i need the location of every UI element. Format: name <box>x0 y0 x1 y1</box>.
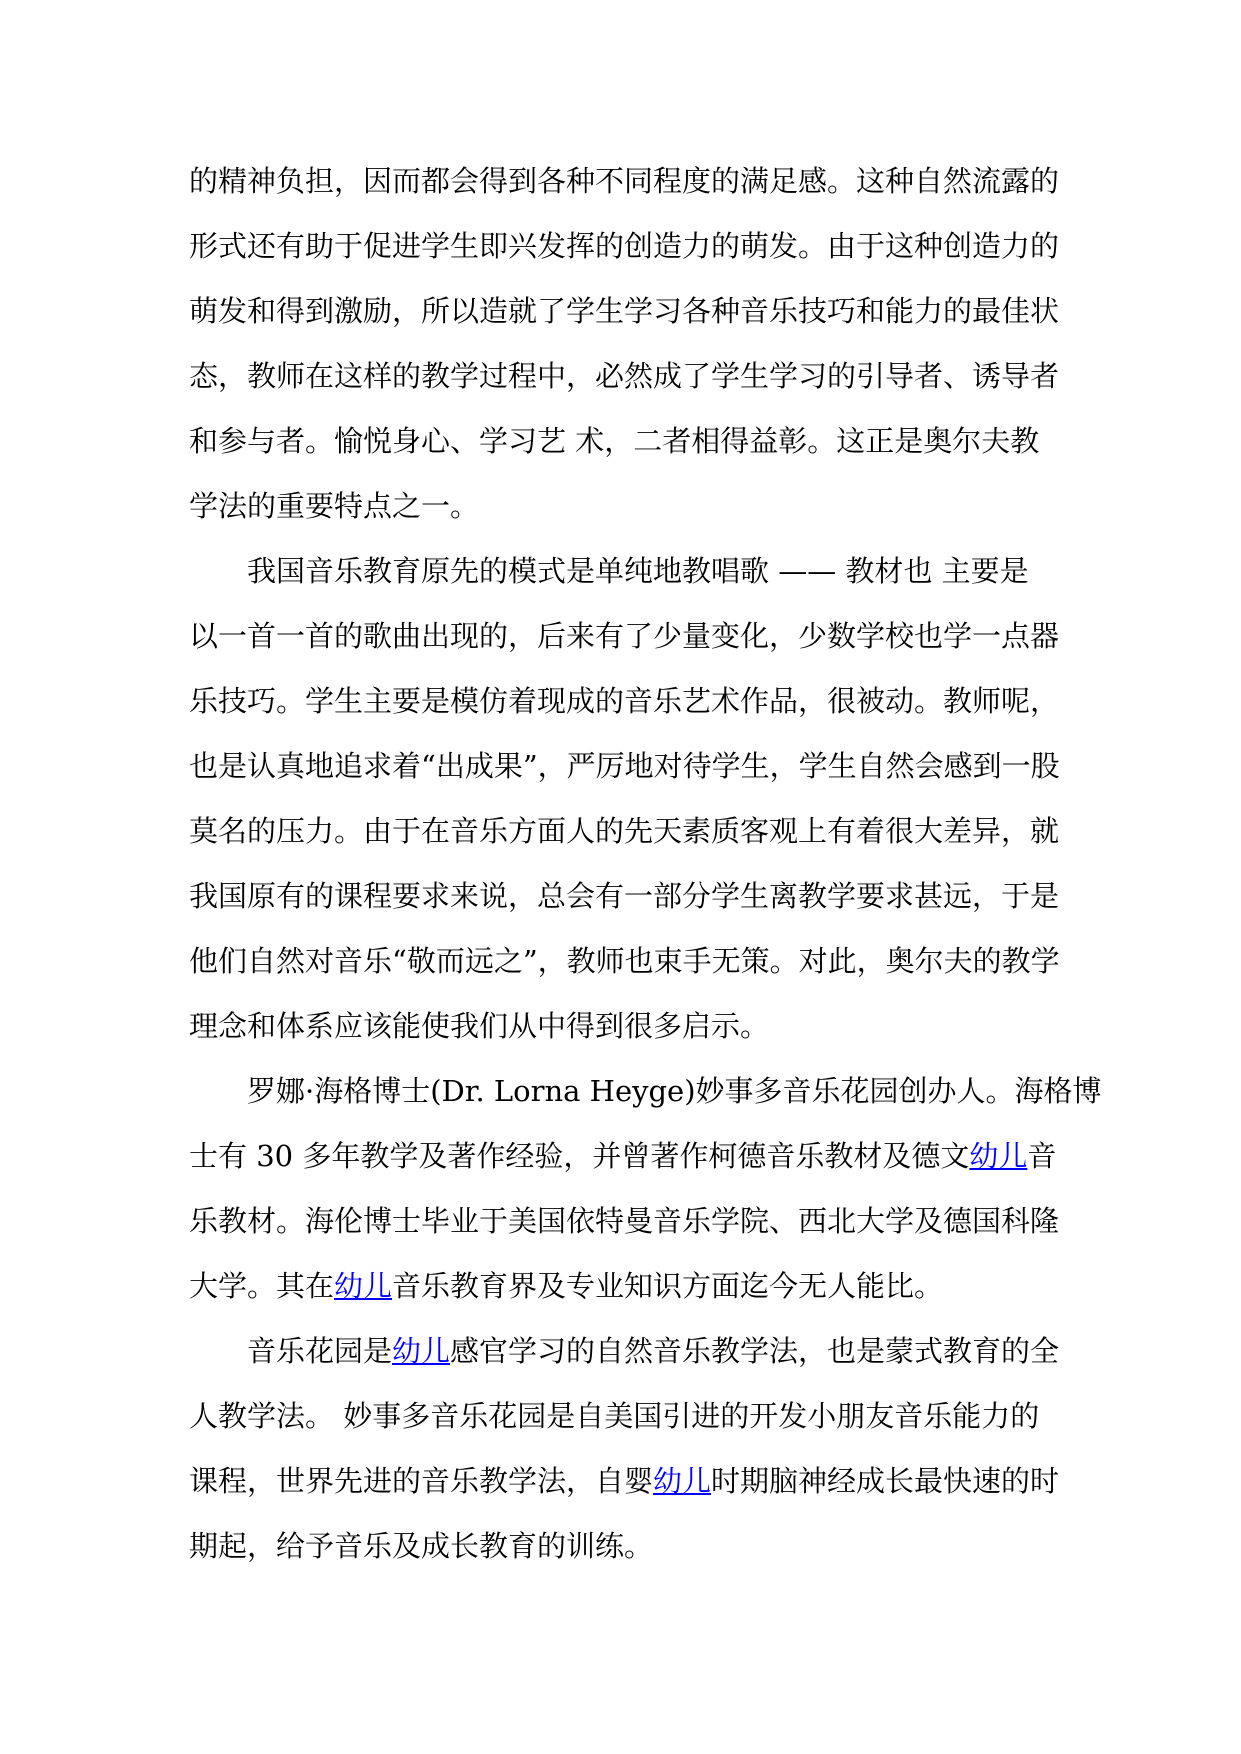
paragraph-2-line-8: 理念和体系应该能使我们从中得到很多启示。 <box>189 1009 770 1043</box>
paragraph-4-line-3-text-a: 课程，世界先进的音乐教学法，自婴 <box>189 1464 654 1498</box>
paragraph-4-line-2: 人教学法。 妙事多音乐花园是自美国引进的开发小朋友音乐能力的 <box>189 1399 1040 1433</box>
paragraph-1-line-5: 和参与者。愉悦身心、学习艺 术，二者相得益彰。这正是奥尔夫教 <box>189 424 1040 458</box>
paragraph-1-line-1: 的精神负担，因而都会得到各种不同程度的满足感。这种自然流露的 <box>189 164 1060 198</box>
link-youer[interactable]: 幼儿 <box>334 1269 393 1303</box>
link-youer[interactable]: 幼儿 <box>969 1139 1028 1173</box>
link-youer[interactable]: 幼儿 <box>392 1334 451 1368</box>
paragraph-3-line-2-text-b: 音 <box>1027 1139 1057 1173</box>
paragraph-4-line-1 <box>247 1331 1059 1371</box>
paragraph-3-line-4-text-b: 音乐教育界及专业知识方面迄今无人能比。 <box>392 1269 944 1303</box>
paragraph-4-line-3-text-b: 时期脑神经成长最快速的时 <box>711 1464 1060 1498</box>
paragraph-1-line-4: 态，教师在这样的教学过程中，必然成了学生学习的引导者、诱导者 <box>189 359 1060 393</box>
paragraph-2-line-7: 他们自然对音乐“敬而远之”，教师也束手无策。对此，奥尔夫的教学 <box>189 944 1060 978</box>
paragraph-3-line-1: 罗娜·海格博士(Dr. Lorna Heyge)妙事多音乐花园创办人。海格博 <box>247 1074 1102 1108</box>
paragraph-1-line-2: 形式还有助于促进学生即兴发挥的创造力的萌发。由于这种创造力的 <box>189 229 1060 263</box>
paragraph-4-line-1-text-a: 音乐花园是 <box>247 1334 393 1368</box>
paragraph-1-line-6: 学法的重要特点之一。 <box>189 489 480 523</box>
paragraph-2-line-3: 乐技巧。学生主要是模仿着现成的音乐艺术作品，很被动。教师呢， <box>189 684 1060 718</box>
paragraph-1-line-3: 萌发和得到激励，所以造就了学生学习各种音乐技巧和能力的最佳状 <box>189 294 1060 328</box>
paragraph-4-line-1-text-b: 感官学习的自然音乐教学法，也是蒙式教育的全 <box>450 1334 1060 1368</box>
paragraph-3-line-3: 乐教材。海伦博士毕业于美国依特曼音乐学院、西北大学及德国科隆 <box>189 1204 1060 1238</box>
link-youer[interactable]: 幼儿 <box>653 1464 712 1498</box>
paragraph-4-line-4: 期起，给予音乐及成长教育的训练。 <box>189 1529 654 1563</box>
paragraph-3-line-2-text-a: 士有 30 多年教学及著作经验，并曾著作柯德音乐教材及德文 <box>189 1139 970 1173</box>
paragraph-2-line-2: 以一首一首的歌曲出现的，后来有了少量变化，少数学校也学一点器 <box>189 619 1060 653</box>
paragraph-3-line-2 <box>189 1136 1056 1176</box>
paragraph-2-line-6: 我国原有的课程要求来说，总会有一部分学生离教学要求甚远，于是 <box>189 879 1060 913</box>
paragraph-2-line-4: 也是认真地追求着“出成果”，严厉地对待学生，学生自然会感到一股 <box>189 749 1060 783</box>
paragraph-3-line-4 <box>189 1266 943 1306</box>
paragraph-2-line-5: 莫名的压力。由于在音乐方面人的先天素质客观上有着很大差异，就 <box>189 814 1060 848</box>
paragraph-2-line-1: 我国音乐教育原先的模式是单纯地教唱歌 —— 教材也 主要是 <box>247 554 1029 588</box>
paragraph-4-line-3 <box>189 1461 1059 1501</box>
paragraph-3-line-4-text-a: 大学。其在 <box>189 1269 335 1303</box>
